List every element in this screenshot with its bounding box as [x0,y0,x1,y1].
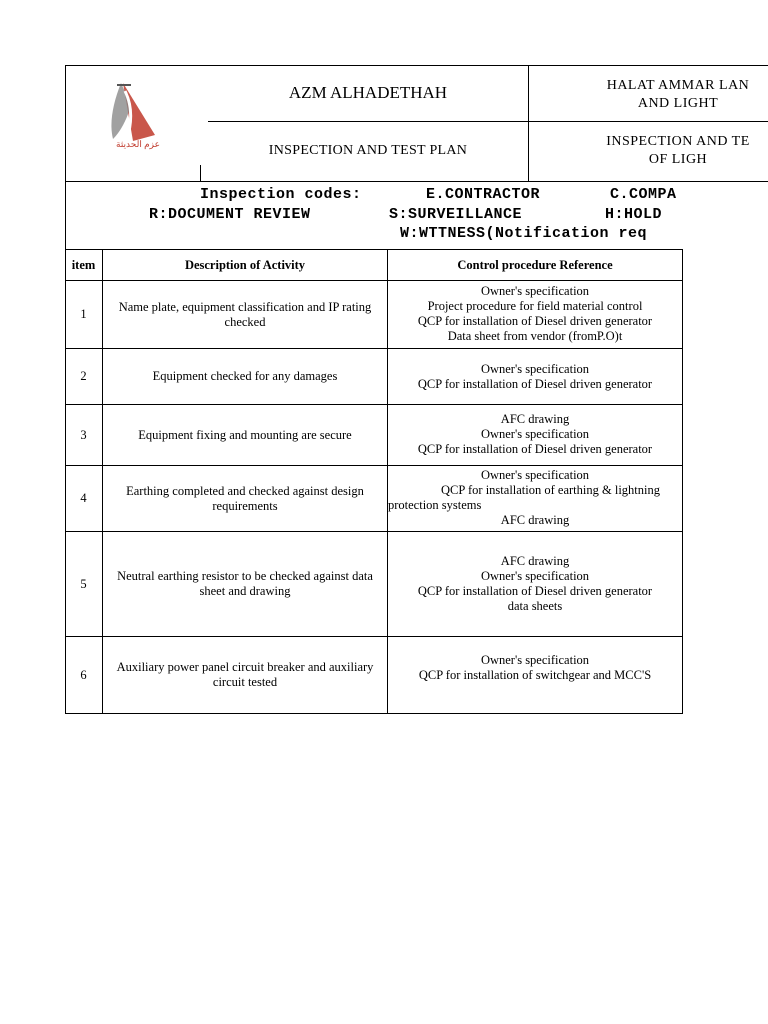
code-c-company: C.COMPA [610,186,677,203]
code-w-witness: W:WTTNESS(Notification req [400,225,648,242]
row-6-bottom-line [65,713,683,714]
document-title-line-2: OF LIGH [648,152,708,167]
code-s-surveillance: S:SURVEILLANCE [389,206,523,223]
row-4-ref-4: AFC drawing [500,513,570,527]
row-4-ref-3: protection systems [388,498,482,512]
row-1-ref-1: Owner's specification [480,284,590,298]
row-1-ref-2: Project procedure for field material control [427,299,643,313]
row-6-ref-2: QCP for installation of switchgear and MCC'S [418,668,652,682]
header-bottom-line [65,181,768,182]
row-5-references [388,554,682,614]
row-5-description: Neutral earthing resistor to be checked against data sheet and drawing [117,569,373,598]
row-1-item: 1 [80,307,87,321]
col-reference-divider [682,249,683,714]
code-r-document-review: R:DOCUMENT REVIEW [149,206,311,223]
project-title-line-2: AND LIGHT [637,96,719,111]
row-4-ref-2: QCP for installation of earthing & lightning [441,483,660,497]
row-5-ref-3: QCP for installation of Diesel driven generator [417,584,653,598]
company-name: AZM ALHADETHAH [288,83,448,102]
frame-top-line [65,65,768,66]
row-4-references [388,468,682,528]
row-6-references [388,653,682,683]
document-title [528,133,768,169]
header-divider-right [528,121,768,122]
row-1-references [388,284,682,344]
header-item: item [71,257,96,272]
document-type: INSPECTION AND TEST PLAN [268,143,468,158]
row-4-ref-1: Owner's specification [480,468,590,482]
row-5-item: 5 [80,576,87,591]
row-2-references [388,362,682,392]
row-6-ref-1: Owner's specification [480,653,590,667]
code-h-hold: H:HOLD [605,206,663,223]
row-3-references [388,412,682,457]
itp-sheet [65,65,768,715]
row-5-ref-1: AFC drawing [500,554,570,568]
header-description: Description of Activity [184,257,306,272]
row-6-item: 6 [80,667,87,682]
row-6-description: Auxiliary power panel circuit breaker and auxiliary circuit tested [116,660,374,689]
row-1-description: Name plate, equipment classification and IP rating checked [118,299,372,329]
row-2-description: Equipment checked for any damages [152,369,338,383]
row-3-description: Equipment fixing and mounting are secure [138,427,352,442]
logo-tick [200,165,201,181]
row-5-ref-4: data sheets [507,599,563,613]
row-2-item: 2 [80,369,87,383]
row-3-ref-3: QCP for installation of Diesel driven generator [417,442,653,456]
row-5-ref-2: Owner's specification [480,569,590,583]
row-2-ref-2: QCP for installation of Diesel driven generator [417,377,653,391]
row-3-item: 3 [80,427,87,442]
row-3-ref-2: Owner's specification [480,427,590,441]
project-title-line-1: HALAT AMMAR LAN [606,78,750,93]
row-3-ref-1: AFC drawing [500,412,570,426]
row-1-ref-4: Data sheet from vendor (fromP.O)t [447,329,623,343]
row-1-ref-3: QCP for installation of Diesel driven generator [417,314,653,328]
document-title-line-1: INSPECTION AND TE [606,134,750,149]
header-divider-left [208,121,528,122]
header-control-reference: Control procedure Reference [457,257,613,272]
project-title [528,77,768,113]
row-4-item: 4 [80,491,87,505]
row-4-description: Earthing completed and checked against design requirements [126,483,364,513]
col-item-divider [102,249,103,714]
row-2-ref-1: Owner's specification [480,362,590,376]
codes-label: Inspection codes: [200,186,362,203]
code-e-contractor: E.CONTRACTOR [426,186,541,203]
logo-caption: عزم الحديثة [116,139,160,149]
